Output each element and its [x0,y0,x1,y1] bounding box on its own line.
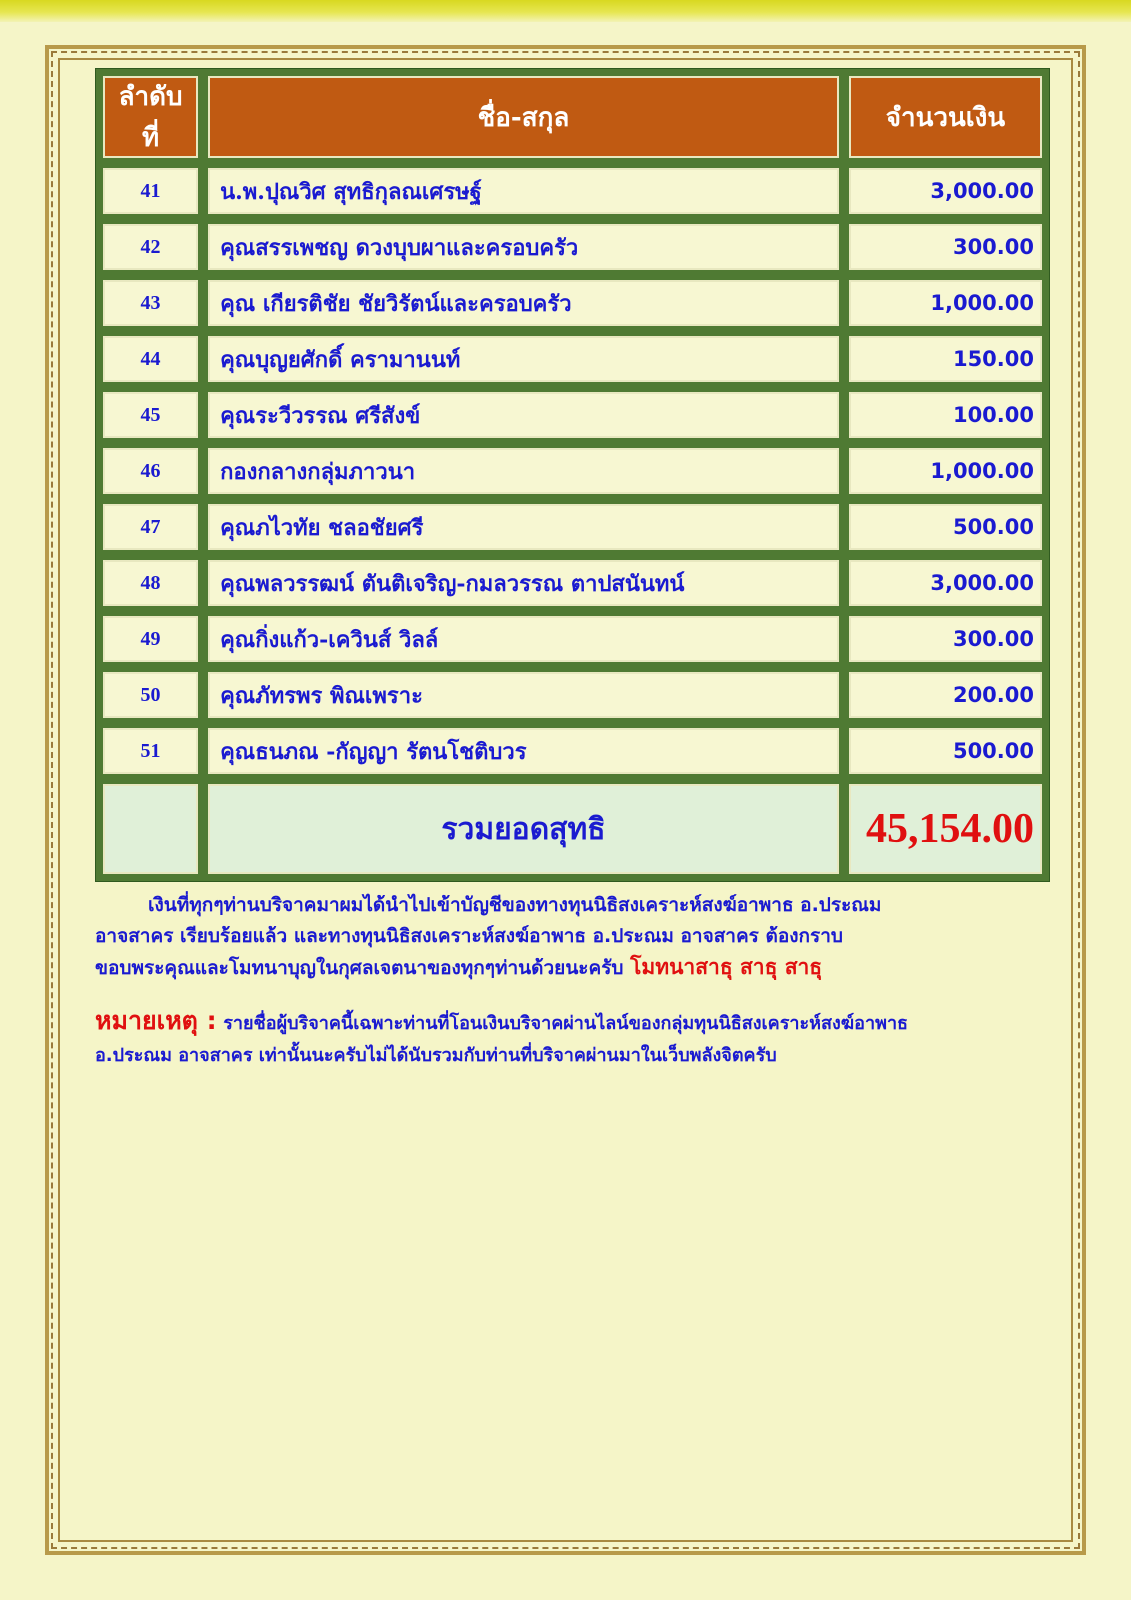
row-number: 50 [100,669,201,721]
table-row [100,557,1045,609]
donation-amount: 150.00 [846,333,1045,385]
total-amount: 45,154.00 [846,781,1045,877]
total-label: รวมยอดสุทธิ [205,781,842,877]
table-row [100,725,1045,777]
donor-name: คุณ เกียรติชัย ชัยวิรัตน์และครอบครัว [205,277,842,329]
table-row [100,445,1045,497]
message-line-2: อาจสาคร เรียบร้อยแล้ว และทางทุนนิธิสงเคราะห์สงฆ์อาพาธ อ.ประณม อาจสาคร ต้องกราบ [95,925,843,947]
message-line-3-text: ขอบพระคุณและโมทนาบุญในกุศลเจตนาของทุกๆท่านด้วยนะครับ [95,957,624,979]
total-row [100,781,1045,877]
table-row [100,221,1045,273]
donation-amount: 500.00 [846,725,1045,777]
donation-amount: 3,000.00 [846,557,1045,609]
row-number: 45 [100,389,201,441]
donation-table [95,68,1050,882]
remark-note [95,1005,1075,1072]
message-line-1: เงินที่ทุกๆท่านบริจาคมาผมได้นำไปเข้าบัญชีของทางทุนนิธิสงเคราะห์สงฆ์อาพาธ อ.ประณม [148,894,882,916]
donation-amount: 200.00 [846,669,1045,721]
donor-name: คุณพลวรรฒน์ ตันติเจริญ-กมลวรรณ ตาปสนันทน์ [205,557,842,609]
donation-amount: 100.00 [846,389,1045,441]
donation-amount: 500.00 [846,501,1045,553]
donation-amount: 300.00 [846,221,1045,273]
table-row [100,277,1045,329]
table-row [100,669,1045,721]
table-row [100,333,1045,385]
header-amount: จำนวนเงิน [846,73,1045,161]
row-number: 42 [100,221,201,273]
row-number: 44 [100,333,201,385]
donation-amount: 300.00 [846,613,1045,665]
remark-label: หมายเหตุ : [95,1006,217,1035]
anumodana-text: โมทนาสาธุ สาธุ สาธุ [630,955,823,979]
table-row [100,613,1045,665]
donor-name: คุณธนภณ -กัญญา รัตนโชติบวร [205,725,842,777]
donor-name: คุณระวีวรรณ ศรีสังข์ [205,389,842,441]
row-number: 51 [100,725,201,777]
donor-name: คุณภัทรพร พิณเพราะ [205,669,842,721]
donation-amount: 1,000.00 [846,277,1045,329]
header-order: ลำดับที่ [100,73,201,161]
total-empty-cell [100,781,201,877]
donor-name: คุณภไวทัย ชลอชัยศรี [205,501,842,553]
donor-name: คุณบุญยศักดิ์ ครามานนท์ [205,333,842,385]
donation-amount: 3,000.00 [846,165,1045,217]
remark-text-1: รายชื่อผู้บริจาคนี้เฉพาะท่านที่โอนเงินบริจาคผ่านไลน์ของกลุ่มทุนนิธิสงเคราะห์สงฆ์อาพาธ [223,1013,909,1034]
table-row [100,501,1045,553]
row-number: 43 [100,277,201,329]
thank-you-message [95,890,1075,984]
table-row [100,165,1045,217]
donor-name: กองกลางกลุ่มภาวนา [205,445,842,497]
donor-name: น.พ.ปุณวิศ สุทธิกุลณเศรษฐ์ [205,165,842,217]
row-number: 47 [100,501,201,553]
remark-line-2: อ.ประณม อาจสาคร เท่านั้นนะครับไม่ได้นับรวมกับท่านที่บริจาคผ่านมาในเว็บพลังจิตครับ [95,1045,777,1066]
top-gradient-band [0,0,1131,22]
table-row [100,389,1045,441]
row-number: 46 [100,445,201,497]
remark-line-1 [95,1005,1075,1040]
header-name: ชื่อ-สกุล [205,73,842,161]
donor-name: คุณสรรเพชญ ดวงบุบผาและครอบครัว [205,221,842,273]
row-number: 41 [100,165,201,217]
row-number: 49 [100,613,201,665]
message-line-3 [95,952,1075,984]
donor-name: คุณกิ่งแก้ว-เควินส์ วิลล์ [205,613,842,665]
donation-amount: 1,000.00 [846,445,1045,497]
table-header-row [100,73,1045,161]
row-number: 48 [100,557,201,609]
